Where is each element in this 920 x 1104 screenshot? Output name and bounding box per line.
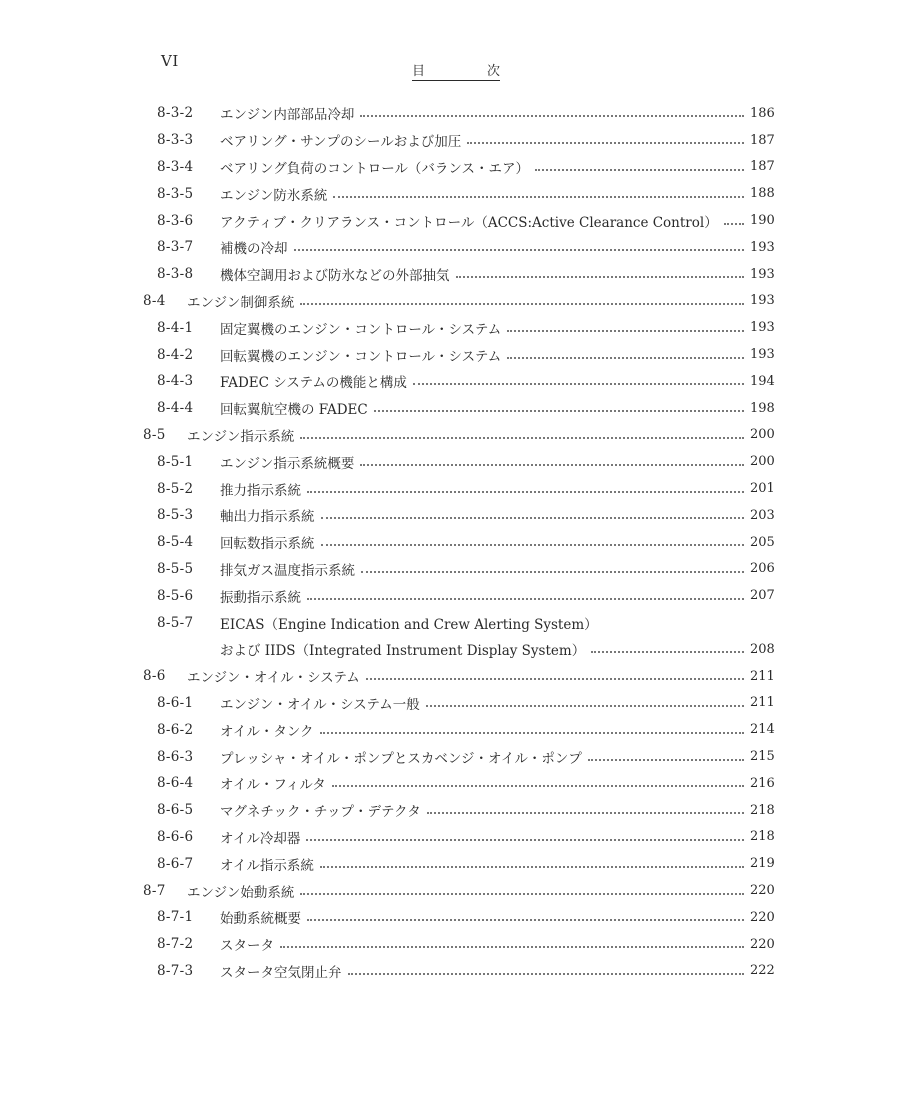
toc-entry-page: 220 [750,909,775,925]
toc-entry-number: 8‐5 [143,426,166,443]
page-number: VI [161,52,179,70]
toc-entry-title: 始動系統概要 [220,911,301,928]
toc-entry-page: 211 [750,695,775,711]
toc-entry-title: エンジン指示系統 [187,428,295,445]
toc-entry-title: 軸出力指示系統 [220,509,315,526]
toc-entry-title: エンジン始動系統 [187,884,295,901]
toc-entry-title: プレッシャ・オイル・ポンプとスカベンジ・オイル・ポンプ [220,750,582,767]
toc-entry-page: 220 [750,883,775,898]
toc-entry-page: 206 [750,561,775,577]
toc-entry[interactable] [0,502,920,529]
toc-entry-page: 200 [750,427,775,443]
toc-entry-title: および IIDS（Integrated Instrument Display System） [220,643,586,660]
toc-entry-title: 推力指示系統 [220,482,301,499]
dot-leader [300,893,744,895]
toc-entry-title: 回転翼機のエンジン・コントロール・システム [220,348,502,365]
dot-leader [361,571,744,573]
toc-entry-number: 8‐3‐8 [157,266,194,283]
toc-entry-number: 8‐5‐2 [157,480,194,497]
toc-entry-number: 8‐6‐1 [157,694,194,711]
table-of-contents [0,100,920,984]
toc-entry-number: 8‐6‐5 [157,802,194,819]
toc-entry-number: 8‐3‐3 [157,132,194,149]
dot-leader [307,598,744,600]
dot-leader [413,383,744,385]
toc-entry-page: 220 [750,936,775,952]
toc-entry-title: オイル冷却器 [220,830,301,847]
toc-entry-number: 8‐5‐5 [157,560,194,577]
dot-leader [591,651,744,653]
toc-entry-number: 8‐3‐5 [157,185,194,202]
toc-entry[interactable] [0,931,920,958]
dot-leader [321,517,745,519]
toc-entry-number: 8‐4 [143,292,166,309]
toc-entry-number: 8‐4‐2 [157,346,194,363]
toc-entry[interactable] [0,234,920,261]
toc-entry-page: 211 [750,668,775,684]
dot-leader [507,330,744,332]
dot-leader [467,142,744,144]
toc-entry-page: 219 [750,856,775,872]
toc-entry-title: 排気ガス温度指示系統 [220,562,355,579]
dot-leader [360,464,744,466]
toc-entry-number: 8‐6‐3 [157,748,194,765]
toc-entry-title: 振動指示系統 [220,589,301,606]
toc-entry-number: 8‐3‐4 [157,158,194,175]
dot-leader [348,973,745,975]
toc-entry-number: 8‐6‐4 [157,775,194,792]
toc-entry-page: 190 [750,213,775,229]
toc-entry-page: 187 [750,159,775,175]
toc-entry-number: 8‐7‐2 [157,936,194,953]
toc-entry-number: 8‐7‐3 [157,962,194,979]
toc-entry-number: 8‐7 [143,882,166,899]
toc-entry-title: ベアリング負荷のコントロール（バランス・エア） [220,160,530,177]
toc-entry-number: 8‐6‐6 [157,828,194,845]
toc-entry-title: 回転数指示系統 [220,536,315,553]
toc-entry-page: 203 [750,507,775,523]
toc-entry[interactable] [0,154,920,181]
toc-entry-title: エンジン制御系統 [187,294,295,311]
toc-entry[interactable] [0,100,920,127]
dot-leader [307,919,744,921]
toc-entry-page: 193 [750,239,775,255]
toc-entry-page: 198 [750,400,775,416]
toc-entry[interactable] [0,797,920,824]
toc-entry-number: 8‐6‐2 [157,721,194,738]
toc-entry-title: スタータ空気閉止弁 [220,964,342,981]
toc-entry-page: 208 [750,641,775,657]
toc-entry-title: EICAS（Engine Indication and Crew Alerting System） [220,616,598,633]
toc-entry-title: エンジン防氷系統 [220,187,328,204]
toc-entry-page: 187 [750,132,775,148]
toc-entry[interactable] [0,475,920,502]
toc-entry[interactable] [0,261,920,288]
dot-leader [294,249,745,251]
dot-leader [280,946,744,948]
toc-entry[interactable] [0,609,920,636]
page-title-left: 目 [412,64,426,79]
toc-entry-title: オイル指示系統 [220,857,314,874]
toc-entry-title: エンジン・オイル・システム [187,670,360,687]
toc-entry[interactable] [0,448,920,475]
toc-entry-title: 回転翼航空機の FADEC [220,402,368,419]
dot-leader [427,812,744,814]
toc-entry[interactable] [0,582,920,609]
dot-leader [307,491,744,493]
toc-entry-title: オイル・タンク [220,723,314,740]
toc-entry[interactable] [0,716,920,743]
toc-entry-number: 8‐5‐6 [157,587,194,604]
toc-entry-title: エンジン指示系統概要 [220,455,355,472]
toc-entry[interactable] [0,127,920,154]
dot-leader [333,196,744,198]
dot-leader [535,169,744,171]
dot-leader [724,223,744,225]
toc-entry-title: ベアリング・サンプのシールおよび加圧 [220,134,462,151]
dot-leader [300,303,744,305]
toc-entry[interactable] [0,743,920,770]
page-title [412,64,500,81]
toc-entry[interactable] [0,422,920,449]
dot-leader [332,785,744,787]
toc-entry-page: 193 [750,293,775,309]
toc-entry-title: エンジン内部部品冷却 [220,107,355,124]
toc-entry[interactable] [0,288,920,315]
toc-entry[interactable] [0,904,920,931]
toc-entry-page: 222 [750,963,775,979]
toc-entry[interactable] [0,850,920,877]
dot-leader [321,544,745,546]
toc-entry-number: 8‐4‐1 [157,319,194,336]
toc-entry-title: FADEC システムの機能と構成 [220,375,407,392]
toc-entry-number: 8‐5‐3 [157,507,194,524]
toc-entry[interactable] [0,690,920,717]
toc-entry[interactable] [0,368,920,395]
toc-entry-page: 200 [750,454,775,470]
toc-entry-page: 215 [750,749,775,765]
toc-entry-page: 188 [750,186,775,202]
toc-entry[interactable] [0,877,920,904]
toc-entry-title: アクティブ・クリアランス・コントロール（ACCS:Active Clearance Control） [220,214,718,231]
toc-entry-number: 8‐4‐3 [157,373,194,390]
toc-entry[interactable] [0,636,920,663]
toc-entry-title: 固定翼機のエンジン・コントロール・システム [220,321,502,338]
dot-leader [306,839,744,841]
toc-entry-page: 207 [750,588,775,604]
toc-entry-page: 186 [750,105,775,121]
toc-entry-number: 8‐3‐2 [157,105,194,122]
toc-entry-title: マグネチック・チップ・デテクタ [220,804,421,821]
toc-entry-number: 8‐6 [143,668,166,685]
toc-entry[interactable] [0,180,920,207]
toc-entry-number: 8‐5‐4 [157,534,194,551]
dot-leader [456,276,745,278]
toc-entry-page: 193 [750,266,775,282]
dot-leader [588,759,744,761]
page-title-right: 次 [486,64,500,79]
toc-entry[interactable] [0,663,920,690]
toc-entry-page: 214 [750,722,775,738]
dot-leader [374,410,744,412]
toc-entry[interactable] [0,395,920,422]
toc-entry[interactable] [0,770,920,797]
dot-leader [426,705,744,707]
toc-entry[interactable] [0,556,920,583]
toc-entry-page: 193 [750,320,775,336]
toc-entry-page: 218 [750,829,775,845]
toc-entry-page: 218 [750,802,775,818]
toc-entry[interactable] [0,341,920,368]
dot-leader [300,437,744,439]
toc-entry-number: 8‐3‐6 [157,212,194,229]
toc-entry[interactable] [0,958,920,985]
toc-entry-page: 216 [750,775,775,791]
dot-leader [320,866,744,868]
toc-entry-title: エンジン・オイル・システム一般 [220,696,420,713]
dot-leader [366,678,744,680]
toc-entry-page: 193 [750,347,775,363]
dot-leader [360,115,744,117]
dot-leader [320,732,744,734]
toc-entry[interactable] [0,824,920,851]
toc-entry-number: 8‐5‐7 [157,614,194,631]
toc-entry[interactable] [0,207,920,234]
toc-entry-number: 8‐3‐7 [157,239,194,256]
toc-entry[interactable] [0,529,920,556]
toc-entry[interactable] [0,314,920,341]
toc-entry-title: 機体空調用および防氷などの外部抽気 [220,268,450,285]
toc-entry-page: 201 [750,481,775,497]
toc-entry-page: 194 [750,373,775,389]
dot-leader [507,357,744,359]
toc-entry-title: スタータ [220,938,274,955]
toc-entry-page: 205 [750,534,775,550]
toc-entry-number: 8‐6‐7 [157,855,194,872]
toc-entry-number: 8‐5‐1 [157,453,194,470]
toc-entry-title: 補機の冷却 [220,241,288,258]
toc-entry-title: オイル・フィルタ [220,777,326,794]
toc-entry-number: 8‐4‐4 [157,400,194,417]
toc-entry-number: 8‐7‐1 [157,909,194,926]
